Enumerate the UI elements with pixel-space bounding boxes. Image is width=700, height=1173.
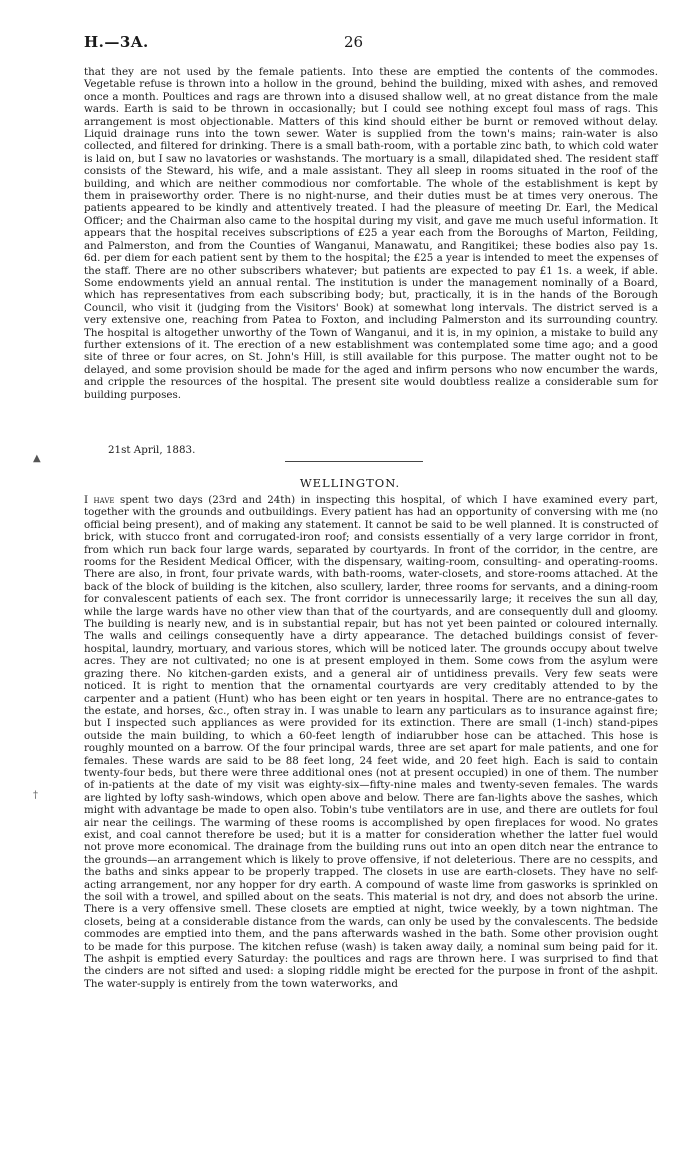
opening-word: I have (84, 494, 115, 506)
margin-mark-b: † (33, 790, 38, 801)
section-divider (285, 461, 423, 462)
margin-mark-a: ▲ (33, 453, 41, 464)
report-date: 21st April, 1883. (108, 444, 196, 456)
wanganui-report-text (84, 66, 658, 401)
wellington-paragraph-body: spent two days (23rd and 24th) in inspecting this hospital, of which I have examined every part, together with the grounds and outbuildings. Every patient has had an opportunity of conversing with me (no official being present), and of making any statement. It cannot be said to be well planned. It is constructed of brick, with stucco front and corrugated-iron roof; and consists essentially of a very large corridor in front, from which run back four large wards, separated by courtyards. In front of the corridor, in the centre, are rooms for the Resident Medical Officer, with the dispensary, waiting-room, consulting- and operating-rooms. There are also, in front, four private wards, with bath-rooms, water-closets, and store-rooms attached. At the back of the block of building is the kitchen, also scullery, larder, three rooms for servants, and a dining-room for convalescent patients of each sex. The front corridor is unnecessarily large; it receives the sun all day, while the large wards have no other view than that of the courtyards, and are consequently dull and gloomy. The building is nearly new, and is in substantial repair, but has not yet been painted or coloured internally. The walls and ceilings consequently have a dirty appearance. The detached buildings consist of fever-hospital, laundry, mortuary, and various stores, which will be noticed later. The grounds occupy about twelve acres. They are not cultivated; no one is at present employed in them. Some cows from the asylum were grazing there. No kitchen-garden exists, and a general air of untidiness prevails. Very few seats were noticed. It is right to mention that the ornamental courtyards are very creditably attended to by the carpenter and a patient (Hunt) who has been eight or ten years in hospital. There are no entrance-gates to the estate, and horses, &c., often stray in. I was unable to learn any particulars as to insurance against fire; but I inspected such appliances as were provided for its extinction. There are small (1-inch) stand-pipes outside the main building, to which a 60-feet length of indiarubber hose can be attached. This hose is roughly mounted on a barrow. Of the four principal wards, three are set apart for male patients, and one for females. These wards are said to be 88 feet long, 24 feet wide, and 20 feet high. Each is said to contain twenty-four beds, but there were three additional ones (not at present occupied) in one of them. The number of in-patients at the date of my visit was eighty-six—fifty-nine males and twenty-seven females. The wards are lighted by lofty sash-windows, which open above and below. There are fan-lights above the sashes, which might with advantage be made to open also. Tobin's tube ventilators are in use, and there are outlets for foul air near the ceilings. The warming of these rooms is accomplished by open fireplaces for wood. No grates exist, and coal cannot therefore be used; but it is a matter for consideration whether the latter fuel would not prove more economical. The drainage from the building runs out into an open ditch near the entrance to the grounds—an arrangement which is likely to prove offensive, if not deleterious. There are no cesspits, and the baths and sinks appear to be properly trapped. The closets in use are earth-closets. They have no self-acting arrangement, nor any hopper for dry earth. A compound of waste lime from gasworks is sprinkled on the soil with a trowel, and spilled about on the seats. This material is not dry, and does not absorb the urine. There is a very offensive smell. These closets are emptied at night, twice weekly, by a town nightman. The closets, being at a considerable distance from the wards, can only be used by the convalescents. The bedside commodes are emptied into them, and the pans afterwards washed in the bath. Some other provision ought to be made for this purpose. The kitchen refuse (wash) is taken away daily, a nominal sum being paid for it. The ashpit is emptied every Saturday: the poultices and rags are thrown here. I was surprised to find that the cinders are not sifted and used: a sloping riddle might be erected for the purpose in front of the ashpit. The water-supply is entirely from the town waterworks, and (84, 494, 659, 990)
section-title-wellington: WELLINGTON. (299, 476, 401, 490)
wellington-paragraph (84, 494, 658, 990)
page-number: 26 (344, 33, 364, 51)
document-reference: H.—3A. (84, 33, 149, 51)
wellington-report-text (84, 494, 658, 990)
wanganui-paragraph: that they are not used by the female patients. Into these are emptied the contents of the commodes. Vegetable refuse is thrown into a hollow in the ground, behind the building, mixed with ashes, and removed once a month. Poultices and rags are thrown into a disused shallow well, at no great distance from the male wards. Earth is said to be thrown in occasionally; but I could see nothing except foul mass of rags. This arrangement is most objectionable. Matters of this kind should either be burnt or removed without delay. Liquid drainage runs into the town sewer. Water is supplied from the town's mains; rain-water is also collected, and filtered for drinking. There is a small bath-room, with a portable zinc bath, to which cold water is laid on, but I saw no lavatories or washstands. The mortuary is a small, dilapidated shed. The resident staff consists of the Steward, his wife, and a male assistant. They all sleep in rooms situated in the roof of the building, and which are neither commodious nor comfortable. The whole of the establishment is kept by them in praiseworthy order. There is no night-nurse, and their duties must be at times very onerous. The patients appeared to be kindly and attentively treated. I had the pleasure of meeting Dr. Earl, the Medical Officer; and the Chairman also came to the hospital during my visit, and gave me much useful information. It appears that the hospital receives subscriptions of £25 a year each from the Boroughs of Marton, Feilding, and Palmerston, and from the Counties of Wanganui, Manawatu, and Rangitikei; these bodies also pay 1s. 6d. per diem for each patient sent by them to the hospital; the £25 a year is intended to meet the expenses of the staff. There are no other subscribers whatever; but patients are expected to pay £1 1s. a week, if able. Some endowments yield an annual rental. The institution is under the management nominally of a Board, which has representatives from each subscribing body; but, practically, it is in the hands of the Borough Council, who visit it (judging from the Visitors' Book) at somewhat long intervals. The district served is a very extensive one, reaching from Patea to Foxton, and including Palmerston and its surrounding country. The hospital is altogether unworthy of the Town of Wanganui, and it is, in my opinion, a mistake to build any further extensions of it. The erection of a new establishment was contemplated some time ago; and a good site of three or four acres, on St. John's Hill, is still available for this purpose. The matter ought not to be delayed, and some provision should be made for the aged and infirm persons who now encumber the wards, and cripple the resources of the hospital. The present site would doubtless realize a considerable sum for building purposes. (84, 66, 658, 401)
